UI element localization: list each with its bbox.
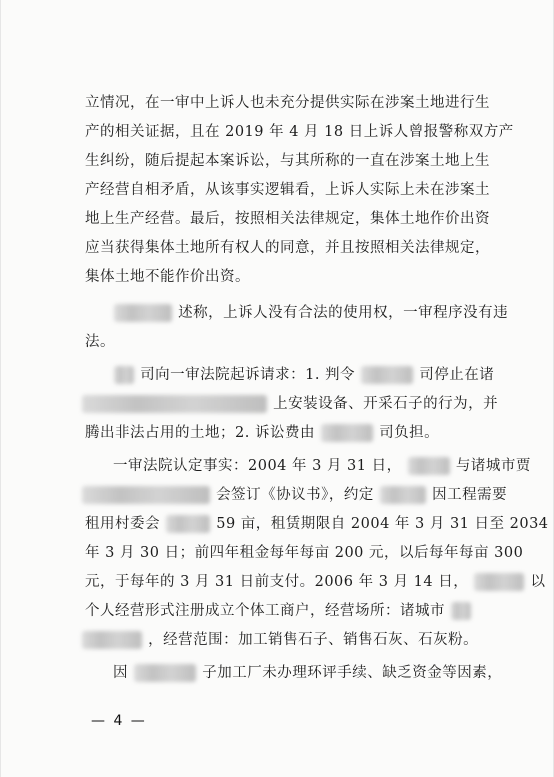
text-line — [85, 206, 490, 232]
text-line — [113, 362, 494, 388]
text-line — [85, 90, 490, 116]
text-segment: 租用村委会 — [85, 516, 160, 532]
text-segment: 司停止在诸 — [419, 367, 495, 383]
text-segment: 因 — [113, 665, 128, 681]
text-segment: 立情况，在一审中上诉人也未充分提供实际在涉案土地进行生 — [85, 95, 490, 111]
page-number: — 4 — — [91, 713, 147, 729]
text-segment: 个人经营形式注册成立个体工商户，经营场所：诸城市 — [85, 603, 445, 619]
redaction-blur — [451, 602, 471, 620]
text-segment: 产经营自相矛盾，从该事实逻辑看，上诉人实际上未在涉案土 — [85, 182, 490, 198]
text-segment: 元，于每年的 3 月 31 日前支付。2006 年 3 月 14 日， — [85, 574, 469, 590]
text-line — [85, 235, 490, 261]
text-line — [113, 453, 531, 479]
redaction-blur — [114, 304, 172, 322]
redaction-blur — [380, 486, 426, 504]
text-segment: 子加工厂未办理环评手续、缺乏资金等因素， — [202, 665, 503, 681]
text-segment: 应当获得集体土地所有权人的同意，并且按照相关法律规定， — [85, 240, 490, 256]
text-segment: 一审法院认定事实：2004 年 3 月 31 日， — [113, 458, 402, 474]
redaction-blur — [321, 424, 373, 442]
redaction-blur — [82, 631, 142, 649]
text-segment: 司负担。 — [379, 425, 440, 441]
text-segment: 会签订《协议书》，约定 — [216, 487, 374, 503]
text-line — [113, 660, 502, 686]
text-segment: 年 3 月 30 日；前四年租金每年每亩 200 元，以后每年每亩 300 — [85, 545, 524, 561]
text-segment: 因工程需要 — [432, 487, 508, 503]
text-segment: 上安装设备、开采石子的行为，并 — [273, 396, 499, 412]
text-segment: ，经营范围：加工销售石子、销售石灰、石灰粉。 — [148, 632, 479, 648]
text-segment: 地上生产经营。最后，按照相关法律规定，集体土地作价出资 — [85, 211, 490, 227]
text-segment: 产的相关证据，且在 2019 年 4 月 18 日上诉人曾报警称双方产 — [85, 124, 514, 140]
text-segment: 生纠纷，随后提起本案诉讼，与其所称的一直在涉案土地上生 — [85, 153, 490, 169]
text-segment: 集体土地不能作价出资。 — [85, 269, 250, 285]
redaction-blur — [82, 395, 267, 413]
text-line — [85, 177, 490, 203]
redaction-blur — [361, 366, 413, 384]
redaction-blur — [134, 664, 196, 682]
redaction-blur — [408, 457, 450, 475]
text-segment: 59 亩，租赁期限自 2004 年 3 月 31 日至 2034 — [216, 516, 549, 532]
text-line — [85, 264, 250, 290]
text-line — [85, 540, 523, 566]
text-segment: 述称，上诉人没有合法的使用权，一审程序没有违 — [178, 305, 509, 321]
redaction-blur — [114, 366, 134, 384]
redaction-blur — [474, 573, 524, 591]
text-line — [81, 391, 498, 417]
text-line — [85, 569, 545, 595]
text-segment: 司向一审法院起诉请求：1. 判令 — [140, 367, 356, 383]
redaction-blur — [166, 515, 210, 533]
text-line — [85, 329, 115, 355]
text-line — [85, 420, 439, 446]
text-segment: 法。 — [85, 334, 115, 350]
redaction-blur — [82, 486, 210, 504]
text-segment: 与诸城市贾 — [455, 458, 531, 474]
text-line — [85, 148, 490, 174]
text-line — [113, 300, 508, 326]
text-line — [81, 627, 478, 653]
text-segment: 腾出非法占用的土地；2. 诉讼费由 — [85, 425, 315, 441]
text-segment: 以 — [530, 574, 546, 590]
text-line — [81, 482, 507, 508]
text-line — [85, 598, 472, 624]
text-line — [85, 511, 549, 537]
text-line — [85, 119, 514, 145]
